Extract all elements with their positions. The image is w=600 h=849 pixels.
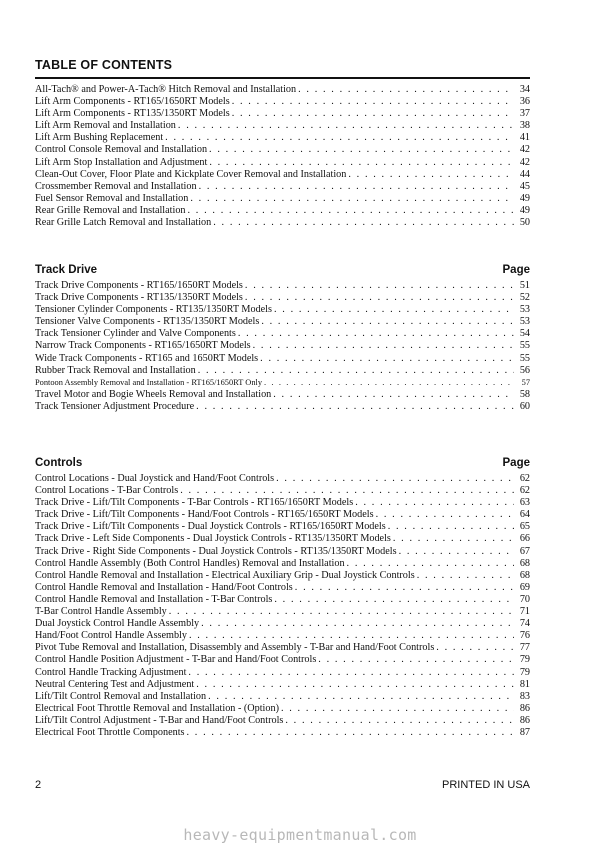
dot-leader: [169, 606, 514, 618]
toc-entry-title: Hand/Foot Control Handle Assembly: [35, 630, 187, 642]
dot-leader: [180, 485, 514, 497]
dot-leader: [436, 642, 514, 654]
dot-leader: [285, 715, 514, 727]
toc-entry-page: 87: [519, 726, 530, 738]
dot-leader: [393, 533, 514, 545]
toc-entry-page: 53: [519, 316, 530, 328]
dot-leader: [208, 691, 514, 703]
toc-entry-page: 86: [519, 714, 530, 726]
section-heading: Track Drive: [35, 264, 98, 276]
toc-entry[interactable]: [35, 594, 530, 606]
dot-leader: [298, 84, 514, 96]
toc-section-controls: [35, 457, 530, 739]
dot-leader: [209, 157, 514, 169]
toc-entry[interactable]: [35, 679, 530, 691]
toc-entry[interactable]: [35, 169, 530, 181]
toc-section-general: [35, 84, 530, 229]
toc-entry[interactable]: [35, 582, 530, 594]
dot-leader: [232, 96, 514, 108]
toc-entry[interactable]: [35, 108, 530, 120]
toc-entry-title: Control Handle Tracking Adjustment: [35, 666, 187, 678]
toc-entry-title: Control Handle Position Adjustment - T-Bar and Hand/Foot Controls: [35, 654, 317, 666]
dot-leader: [273, 389, 514, 401]
dot-leader: [190, 193, 514, 205]
toc-entry[interactable]: [35, 280, 530, 292]
toc-entry-page: 53: [519, 304, 530, 316]
dot-leader: [196, 401, 514, 413]
toc-entry-title: Track Drive - Left Side Components - Dual Joystick Controls - RT135/1350RT Models: [35, 533, 391, 545]
toc-entry-page: 81: [519, 678, 530, 690]
toc-entry-title: Narrow Track Components - RT165/1650RT Models: [35, 340, 251, 352]
toc-entry[interactable]: [35, 606, 530, 618]
toc-entry[interactable]: [35, 727, 530, 739]
toc-entry-page: 83: [519, 690, 530, 702]
toc-entry-title: Tensioner Cylinder Components - RT135/1350RT Models: [35, 304, 272, 316]
dot-leader: [276, 473, 514, 485]
toc-entry-page: 38: [519, 120, 530, 132]
dot-leader: [199, 181, 514, 193]
toc-entry[interactable]: [35, 642, 530, 654]
toc-entry-page: 49: [519, 192, 530, 204]
toc-entry-page: 68: [519, 557, 530, 569]
toc-entry[interactable]: [35, 401, 530, 413]
toc-entry[interactable]: [35, 667, 530, 679]
toc-entry-page: 86: [519, 702, 530, 714]
dot-leader: [318, 654, 514, 666]
section-header: [35, 264, 530, 279]
toc-entry-title: Track Drive Components - RT165/1650RT Models: [35, 280, 243, 291]
toc-entry-page: 66: [519, 533, 530, 545]
toc-entry-title: Track Drive - Lift/Tilt Components - Hand/Foot Controls - RT165/1650RT Models: [35, 509, 374, 521]
toc-entry-title: Pontoon Assembly Removal and Installation - RT165/1650RT Only: [35, 377, 263, 387]
title-divider: [35, 77, 530, 79]
toc-entry[interactable]: [35, 353, 530, 365]
section-page-label: Page: [502, 457, 530, 469]
toc-entry-page: 52: [519, 292, 530, 304]
toc-entry-page: 63: [519, 497, 530, 509]
toc-entry-page: 67: [519, 545, 530, 557]
section-header: [35, 457, 530, 472]
toc-entry[interactable]: [35, 497, 530, 509]
toc-entry-page: 49: [519, 204, 530, 216]
dot-leader: [253, 340, 514, 352]
dot-leader: [196, 679, 514, 691]
dot-leader: [281, 703, 514, 715]
toc-entry-title: Lift Arm Components - RT165/1650RT Models: [35, 96, 230, 108]
toc-entry-page: 76: [519, 630, 530, 642]
toc-entry[interactable]: [35, 316, 530, 328]
toc-entry-page: 69: [519, 581, 530, 593]
toc-entry-title: Rubber Track Removal and Installation: [35, 364, 196, 376]
toc-entry-title: Tensioner Valve Components - RT135/1350RT Models: [35, 316, 260, 328]
toc-entry-page: 56: [519, 364, 530, 376]
toc-entry-title: Control Handle Removal and Installation - Hand/Foot Controls: [35, 581, 293, 593]
toc-entry-title: Lift Arm Components - RT135/1350RT Models: [35, 108, 230, 120]
toc-entry[interactable]: [35, 292, 530, 304]
toc-entry[interactable]: [35, 546, 530, 558]
dot-leader: [274, 594, 514, 606]
toc-entry-title: Dual Joystick Control Handle Assembly: [35, 618, 200, 630]
toc-entry-page: 41: [519, 132, 530, 144]
toc-entry-title: Track Drive - Right Side Components - Dual Joystick Controls - RT135/1350RT Models: [35, 545, 397, 557]
toc-entry-page: 58: [519, 388, 530, 400]
toc-entry[interactable]: [35, 84, 530, 96]
dot-leader: [201, 618, 514, 630]
dot-leader: [165, 132, 514, 144]
toc-entry[interactable]: [35, 485, 530, 497]
toc-entry[interactable]: [35, 389, 530, 401]
toc-entry-title: Rear Grille Removal and Installation: [35, 204, 186, 216]
toc-entry[interactable]: [35, 715, 530, 727]
dot-leader: [188, 205, 514, 217]
toc-entry[interactable]: [35, 570, 530, 582]
dot-leader: [388, 521, 514, 533]
toc-entry[interactable]: [35, 521, 530, 533]
toc-entry[interactable]: [35, 630, 530, 642]
toc-entry[interactable]: [35, 96, 530, 108]
toc-entry-title: Pivot Tube Removal and Installation, Disassembly and Assembly - T-Bar and Hand/Foot Controls: [35, 642, 435, 654]
dot-leader: [189, 630, 514, 642]
dot-leader: [347, 558, 514, 570]
toc-entry-title: Electrical Foot Throttle Components: [35, 726, 185, 738]
dot-leader: [213, 217, 514, 229]
toc-entry-page: 62: [519, 485, 530, 497]
toc-entry[interactable]: [35, 144, 530, 156]
toc-entry-page: 54: [519, 328, 530, 340]
dot-leader: [399, 546, 514, 558]
toc-entry[interactable]: [35, 654, 530, 666]
toc-entry-page: 55: [519, 340, 530, 352]
section-heading: Controls: [35, 457, 83, 469]
toc-entry-title: Lift/Tilt Control Adjustment - T-Bar and Hand/Foot Controls: [35, 714, 284, 726]
toc-entry-title: Track Tensioner Adjustment Procedure: [35, 400, 195, 412]
toc-entry-title: Fuel Sensor Removal and Installation: [35, 192, 189, 204]
toc-entry-title: Control Handle Removal and Installation - T-Bar Controls: [35, 593, 273, 605]
toc-entry[interactable]: [35, 377, 530, 389]
toc-entry-page: 37: [519, 108, 530, 120]
toc-entry-title: Track Tensioner Cylinder and Valve Components: [35, 328, 236, 340]
toc-entry[interactable]: [35, 157, 530, 169]
toc-entry-title: All-Tach® and Power-A-Tach® Hitch Removal and Installation: [35, 84, 297, 95]
dot-leader: [260, 353, 514, 365]
toc-entry-title: Track Drive - Lift/Tilt Components - T-Bar Controls - RT165/1650RT Models: [35, 497, 354, 509]
toc-entry[interactable]: [35, 217, 530, 229]
dot-leader: [188, 667, 514, 679]
watermark-text: heavy-equipmentmanual.com: [183, 826, 417, 844]
toc-entry-page: 79: [519, 666, 530, 678]
toc-entry-page: 65: [519, 521, 530, 533]
toc-entry-page: 64: [519, 509, 530, 521]
toc-entry-page: 60: [519, 400, 530, 412]
dot-leader: [348, 169, 514, 181]
toc-entry-title: Control Locations - Dual Joystick and Hand/Foot Controls: [35, 473, 275, 484]
toc-entry[interactable]: [35, 509, 530, 521]
toc-entry[interactable]: [35, 340, 530, 352]
dot-leader: [295, 582, 514, 594]
toc-entry-title: Electrical Foot Throttle Removal and Installation - (Option): [35, 702, 279, 714]
toc-entry-page: 50: [519, 217, 530, 229]
toc-entry[interactable]: [35, 703, 530, 715]
toc-entry[interactable]: [35, 365, 530, 377]
toc-entry-page: 42: [519, 156, 530, 168]
toc-entry-title: Travel Motor and Bogie Wheels Removal and Installation: [35, 388, 272, 400]
toc-entry-title: Rear Grille Latch Removal and Installation: [35, 217, 212, 229]
dot-leader: [376, 509, 514, 521]
toc-entry[interactable]: [35, 132, 530, 144]
toc-entry-title: Lift Arm Stop Installation and Adjustment: [35, 156, 208, 168]
toc-entry-page: 57: [521, 377, 530, 387]
toc-entry-page: 71: [519, 606, 530, 618]
dot-leader: [245, 292, 514, 304]
toc-section-track-drive: [35, 264, 530, 413]
toc-entry-title: Control Handle Removal and Installation - Electrical Auxiliary Grip - Dual Joystick Controls: [35, 569, 415, 581]
footer-page-number: 2: [35, 779, 42, 791]
toc-entry-title: Control Locations - T-Bar Controls: [35, 485, 179, 497]
dot-leader: [417, 570, 514, 582]
dot-leader: [209, 144, 514, 156]
toc-entry-page: 79: [519, 654, 530, 666]
toc-entry-title: Lift Arm Bushing Replacement: [35, 132, 164, 144]
toc-entry-page: 51: [519, 280, 530, 291]
dot-leader: [232, 108, 514, 120]
toc-entry[interactable]: [35, 558, 530, 570]
dot-leader: [238, 328, 514, 340]
toc-entry-page: 74: [519, 618, 530, 630]
toc-entry-page: 36: [519, 96, 530, 108]
dot-leader: [355, 497, 514, 509]
toc-entry-title: Track Drive - Lift/Tilt Components - Dual Joystick Controls - RT165/1650RT Models: [35, 521, 386, 533]
dot-leader: [178, 120, 514, 132]
toc-entry-title: Control Console Removal and Installation: [35, 144, 208, 156]
page-title: TABLE OF CONTENTS: [35, 58, 173, 72]
toc-entry-page: 70: [519, 593, 530, 605]
dot-leader: [264, 377, 514, 389]
toc-entry-title: Crossmember Removal and Installation: [35, 180, 197, 192]
section-page-label: Page: [502, 264, 530, 276]
toc-entry[interactable]: [35, 193, 530, 205]
toc-entry[interactable]: [35, 473, 530, 485]
toc-entry-title: T-Bar Control Handle Assembly: [35, 606, 167, 618]
dot-leader: [261, 316, 514, 328]
toc-entry-page: 45: [519, 180, 530, 192]
toc-entry-page: 62: [519, 473, 530, 484]
toc-entry[interactable]: [35, 691, 530, 703]
toc-entry[interactable]: [35, 181, 530, 193]
toc-entry-page: 55: [519, 352, 530, 364]
toc-entry-title: Track Drive Components - RT135/1350RT Models: [35, 292, 243, 304]
footer-printed-label: PRINTED IN USA: [441, 779, 530, 791]
toc-entry-title: Control Handle Assembly (Both Control Handles) Removal and Installation: [35, 557, 345, 569]
toc-entry-title: Wide Track Components - RT165 and 1650RT Models: [35, 352, 259, 364]
toc-entry-title: Lift/Tilt Control Removal and Installation: [35, 690, 207, 702]
toc-entry-page: 34: [519, 84, 530, 95]
dot-leader: [198, 365, 514, 377]
dot-leader: [187, 727, 515, 739]
toc-entry[interactable]: [35, 618, 530, 630]
dot-leader: [274, 304, 514, 316]
toc-entry[interactable]: [35, 328, 530, 340]
toc-entry-page: 68: [519, 569, 530, 581]
toc-entry-page: 44: [519, 168, 530, 180]
toc-entry-title: Neutral Centering Test and Adjustment: [35, 678, 195, 690]
toc-entry-title: Lift Arm Removal and Installation: [35, 120, 176, 132]
toc-entry[interactable]: [35, 120, 530, 132]
toc-entry-title: Clean-Out Cover, Floor Plate and Kickplate Cover Removal and Installation: [35, 168, 347, 180]
toc-entry[interactable]: [35, 205, 530, 217]
dot-leader: [245, 280, 514, 292]
toc-entry-page: 77: [519, 642, 530, 654]
toc-entry[interactable]: [35, 533, 530, 545]
toc-entry-page: 42: [519, 144, 530, 156]
toc-entry[interactable]: [35, 304, 530, 316]
